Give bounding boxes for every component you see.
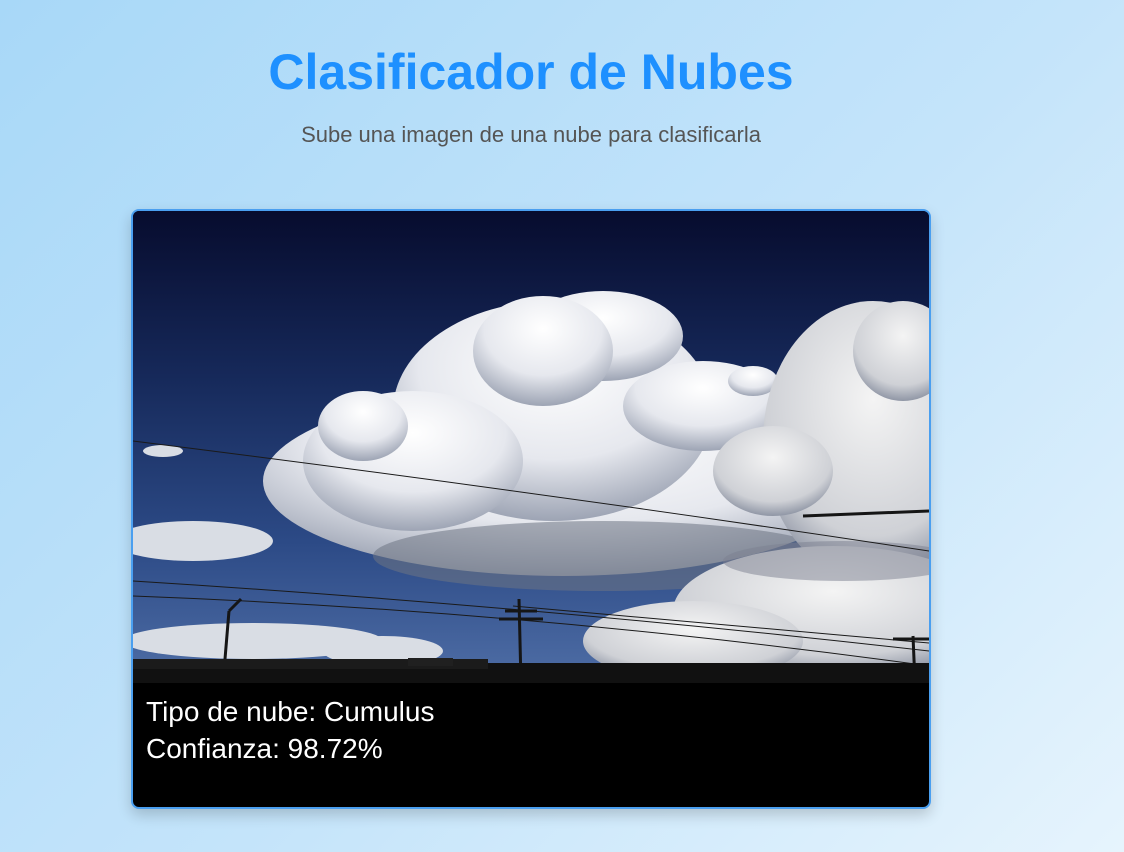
- confidence-value: 98.72%: [287, 733, 383, 764]
- classification-result: [146, 693, 434, 767]
- page-title: Clasificador de Nubes: [268, 44, 794, 100]
- cloud-type-line: [146, 693, 434, 730]
- result-card: [131, 209, 931, 809]
- cloud-type-value: Cumulus: [323, 696, 435, 727]
- confidence-label: Confianza:: [146, 733, 280, 764]
- page-subtitle: Sube una imagen de una nube para clasificarla: [301, 122, 761, 147]
- confidence-line: [146, 730, 434, 767]
- uploaded-cloud-image: [133, 211, 929, 683]
- cloud-type-label: Tipo de nube:: [146, 696, 317, 727]
